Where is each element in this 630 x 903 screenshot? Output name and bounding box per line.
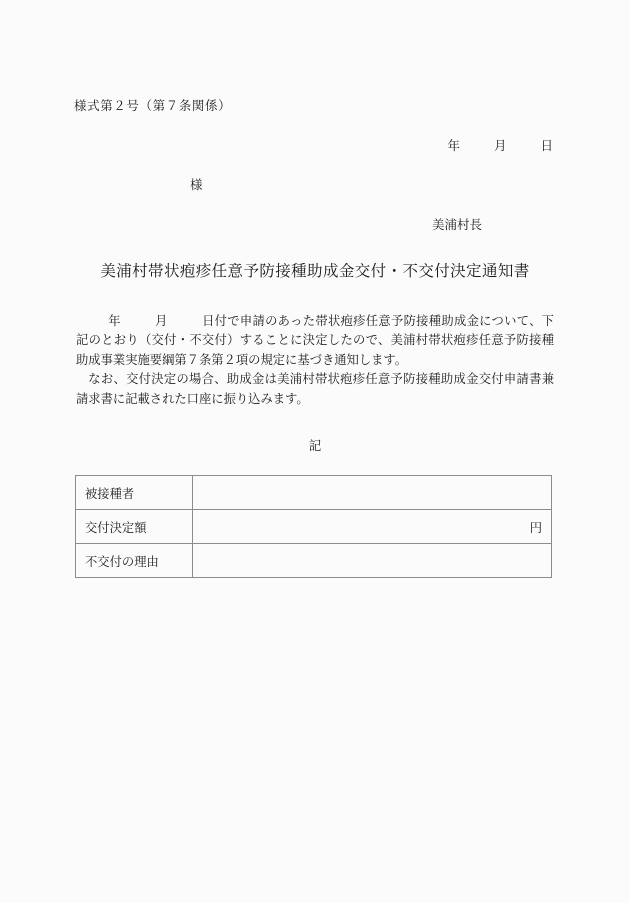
body-paragraph-2: なお、交付決定の場合、助成金は美浦村帯状疱疹任意予防接種助成金交付申請書兼請求書に記載された口座に振り込みます。 xyxy=(76,372,554,406)
row-value-recipient[interactable] xyxy=(193,476,552,510)
form-number: 様式第２号（第７条関係） xyxy=(74,98,232,113)
table-row xyxy=(76,476,552,510)
issue-date-line xyxy=(0,136,553,154)
row-label-rejection-reason: 不交付の理由 xyxy=(76,544,193,578)
row-value-decided-amount[interactable]: 円 xyxy=(193,510,552,544)
issue-date-month-unit: 月 xyxy=(493,138,507,153)
application-date-month-unit: 月 xyxy=(154,314,168,328)
application-date-year-unit: 年 xyxy=(107,314,121,328)
body-paragraph-1 xyxy=(76,312,554,370)
decision-info-table xyxy=(75,475,552,578)
sender-name: 美浦村長 xyxy=(431,217,482,232)
body-paragraph-1-text: 日付で申請のあった帯状疱疹任意予防接種助成金について、下記のとおり（交付・不交付）することに決定したので、美浦村帯状疱疹任意予防接種助成事業実施要綱第７条第２項の規定に基づき通知します。 xyxy=(76,314,554,367)
issue-date-year-unit: 年 xyxy=(447,138,460,153)
document-title: 美浦村帯状疱疹任意予防接種助成金交付・不交付決定通知書 xyxy=(100,262,530,280)
addressee-honorific: 様 xyxy=(190,177,203,192)
issue-date-day-unit: 日 xyxy=(540,138,553,153)
row-label-decided-amount: 交付決定額 xyxy=(76,510,193,544)
document-body xyxy=(76,312,554,409)
table-row xyxy=(76,510,552,544)
row-label-recipient: 被接種者 xyxy=(76,476,193,510)
row-value-rejection-reason[interactable] xyxy=(193,544,552,578)
table-row xyxy=(76,544,552,578)
ki-marker: 記 xyxy=(308,438,322,453)
